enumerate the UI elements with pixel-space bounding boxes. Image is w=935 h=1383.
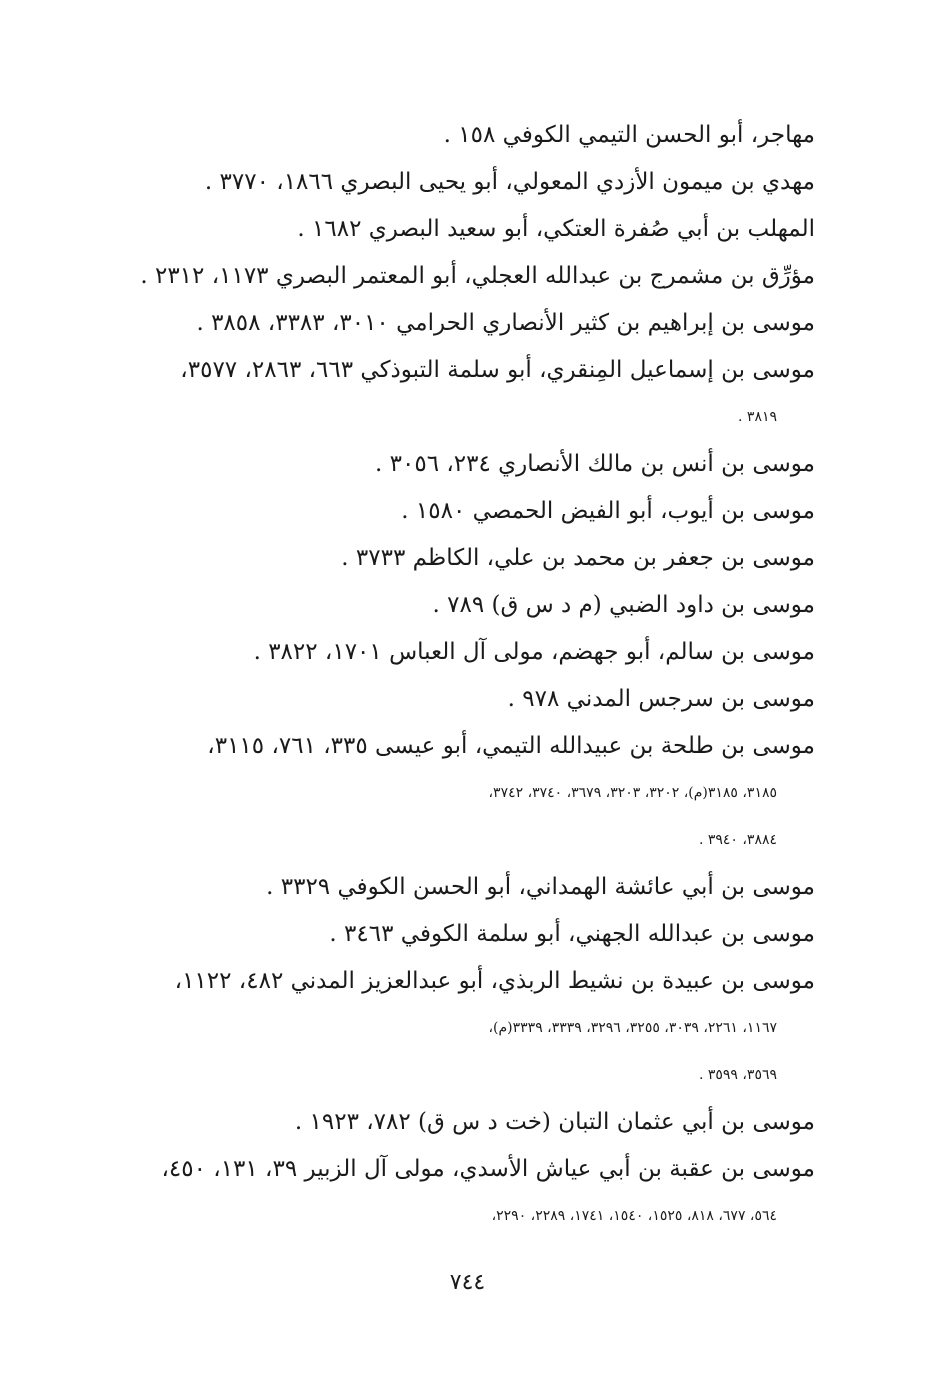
entry-continuation-line: ٣٥٦٩، ٣٥٩٩ .: [698, 1067, 777, 1083]
entry-line: موسى بن سرجس المدني ٩٧٨ .: [507, 686, 815, 712]
entry-line: موسى بن إبراهيم بن كثير الأنصاري الحرامي ٣٠١٠، ٣٣٨٣، ٣٨٥٨ .: [196, 310, 815, 336]
index-page: [110, 112, 815, 1240]
index-entry: [110, 159, 815, 206]
index-entry: [110, 1146, 815, 1240]
index-entry: [110, 488, 815, 535]
index-entry: [110, 723, 815, 864]
index-entry: [110, 864, 815, 911]
entry-line: موسى بن داود الضبي (م د س ق) ٧٨٩ .: [432, 592, 815, 618]
index-entry: [110, 958, 815, 1099]
entry-continuation-line: ٣١٨٥، ٣١٨٥(م)، ٣٢٠٢، ٣٢٠٣، ٣٦٧٩، ٣٧٤٠، ٣٧٤٢،: [488, 785, 777, 801]
entry-continuation-line: ٣٨١٩ .: [738, 409, 777, 425]
entry-line: مهدي بن ميمون الأزدي المعولي، أبو يحيى البصري ١٨٦٦، ٣٧٧٠ .: [204, 169, 815, 195]
index-entry: [110, 253, 815, 300]
index-entry: [110, 206, 815, 253]
index-entry: [110, 535, 815, 582]
page-number: ٧٤٤: [449, 1270, 486, 1295]
index-entry: [110, 629, 815, 676]
entry-line: موسى بن أيوب، أبو الفيض الحمصي ١٥٨٠ .: [401, 498, 815, 524]
entry-line: موسى بن طلحة بن عبيدالله التيمي، أبو عيسى ٣٣٥، ٧٦١، ٣١١٥،: [207, 733, 815, 759]
entry-continuation-line: ١١٦٧، ٢٢٦١، ٣٠٣٩، ٣٢٥٥، ٣٢٩٦، ٣٣٣٩، ٣٣٣٩(م)،: [488, 1020, 777, 1036]
entry-line: موسى بن عبدالله الجهني، أبو سلمة الكوفي ٣٤٦٣ .: [329, 921, 815, 947]
entry-line: المهلب بن أبي صُفرة العتكي، أبو سعيد البصري ١٦٨٢ .: [297, 216, 815, 242]
entry-continuation-line: ٥٦٤، ٦٧٧، ٨١٨، ١٥٢٥، ١٥٤٠، ١٧٤١، ٢٢٨٩، ٢٢٩٠،: [491, 1208, 777, 1224]
entry-line: موسى بن أبي عثمان التبان (خت د س ق) ٧٨٢، ١٩٢٣ .: [294, 1109, 815, 1135]
index-entry: [110, 1099, 815, 1146]
entry-line: مهاجر، أبو الحسن التيمي الكوفي ١٥٨ .: [443, 122, 815, 148]
index-entry: [110, 300, 815, 347]
entry-line: موسى بن إسماعيل المِنقري، أبو سلمة التبوذكي ٦٦٣، ٢٨٦٣، ٣٥٧٧،: [180, 357, 815, 383]
index-entry: [110, 911, 815, 958]
entry-continuation-line: ٣٨٨٤، ٣٩٤٠ .: [698, 832, 777, 848]
entry-line: موسى بن سالم، أبو جهضم، مولى آل العباس ١٧٠١، ٣٨٢٢ .: [253, 639, 815, 665]
entry-line: موسى بن عقبة بن أبي عياش الأسدي، مولى آل الزبير ٣٩، ١٣١، ٤٥٠،: [161, 1156, 815, 1182]
index-entry: [110, 441, 815, 488]
index-entry: [110, 582, 815, 629]
entry-line: موسى بن عبيدة بن نشيط الربذي، أبو عبدالعزيز المدني ٤٨٢، ١١٢٢،: [174, 968, 815, 994]
entry-line: مؤرِّق بن مشمرج بن عبدالله العجلي، أبو المعتمر البصري ١١٧٣، ٢٣١٢ .: [140, 263, 815, 289]
index-entry: [110, 112, 815, 159]
index-entry: [110, 676, 815, 723]
entry-line: موسى بن جعفر بن محمد بن علي، الكاظم ٣٧٣٣ .: [341, 545, 815, 571]
entry-line: موسى بن أبي عائشة الهمداني، أبو الحسن الكوفي ٣٣٢٩ .: [266, 874, 815, 900]
entry-line: موسى بن أنس بن مالك الأنصاري ٢٣٤، ٣٠٥٦ .: [375, 451, 815, 477]
index-entry: [110, 347, 815, 441]
